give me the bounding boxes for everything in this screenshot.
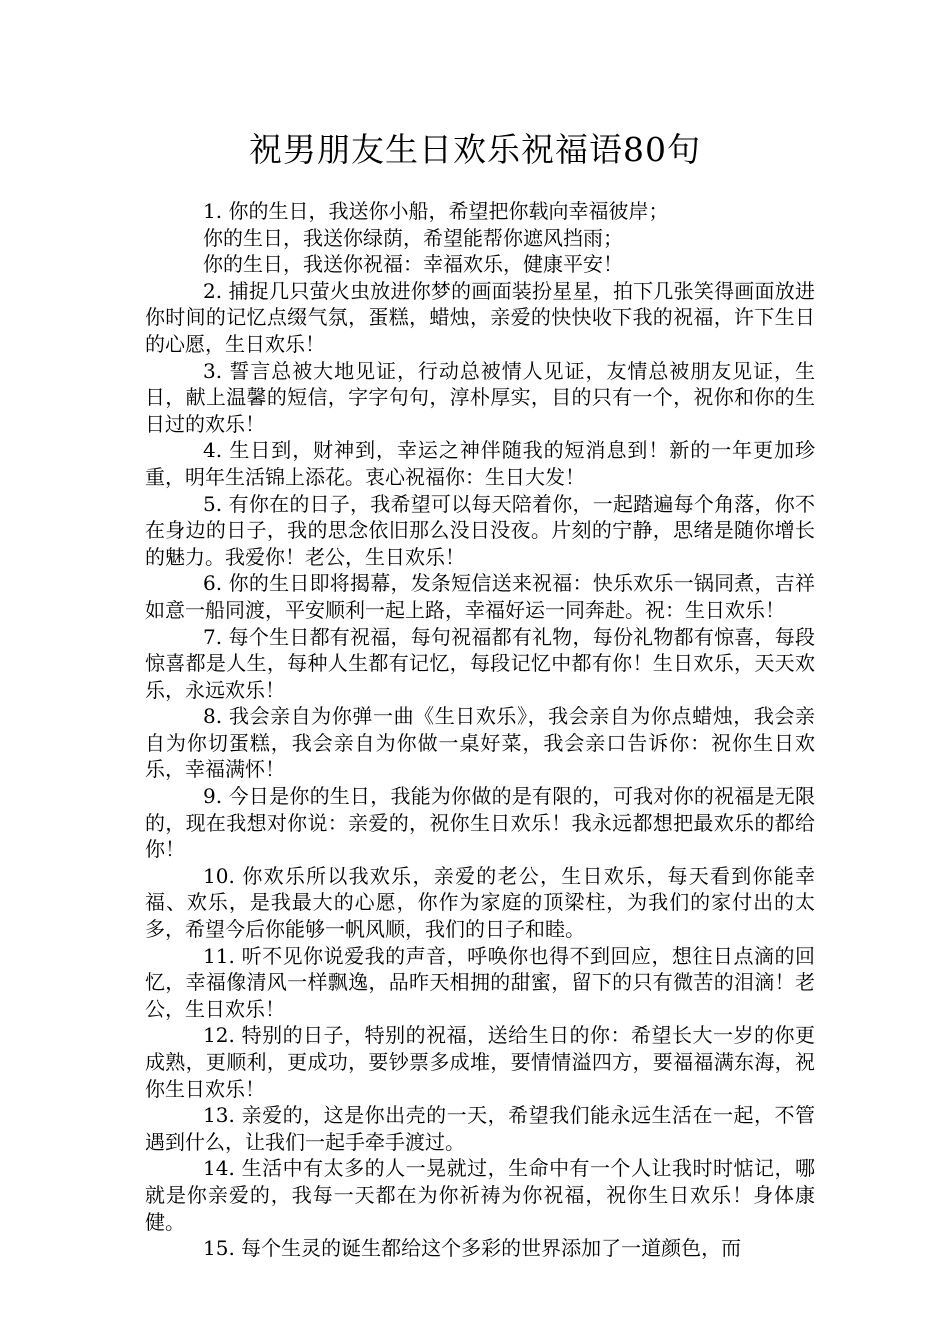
paragraph-1: 1. 你的生日，我送你小船，希望把你载向幸福彼岸； (203, 199, 669, 223)
paragraph-13: 13. 亲爱的，这是你出壳的一天，希望我们能永远生活在一起，不管遇到什么，让我们一起手牵手渡过。 (145, 1103, 815, 1154)
paragraph-5: 5. 有你在的日子，我希望可以每天陪着你，一起踏遍每个角落，你不在身边的日子，我的思念依旧那么没日没夜。片刻的宁静，思绪是随你增长的魅力。我爱你！老公，生日欢乐！ (145, 491, 815, 569)
paragraph-10: 10. 你欢乐所以我欢乐，亲爱的老公，生日欢乐，每天看到你能幸福、欢乐，是我最大的心愿，你作为家庭的顶梁柱，为我们的家付出的太多，希望今后你能够一帆风顺，我们的日子和睦。 (145, 863, 815, 942)
paragraph-8: 8. 我会亲自为你弹一曲《生日欢乐》，我会亲自为你点蜡烛，我会亲自为你切蛋糕，我会亲自为你做一桌好菜，我会亲口告诉你：祝你生日欢乐，幸福满怀！ (145, 704, 815, 782)
paragraph-15: 15. 每个生灵的诞生都给这个多彩的世界添加了一道颜色，而 (203, 1236, 742, 1261)
paragraph-14: 14. 生活中有太多的人一晃就过，生命中有一个人让我时时惦记，哪就是你亲爱的，我每一天都在为你祈祷为你祝福，祝你生日欢乐！身体康健。 (145, 1156, 815, 1234)
paragraph-6: 6. 你的生日即将揭幕，发条短信送来祝福：快乐欢乐一锅同煮，吉祥如意一船同渡，平安顺利一起上路，幸福好运一同奔赴。祝：生日欢乐！ (145, 571, 815, 622)
document-body (145, 198, 815, 1262)
paragraph-2: 2. 捕捉几只萤火虫放进你梦的画面装扮星星，拍下几张笑得画面放进你时间的记忆点缀气氛，蛋糕，蜡烛，亲爱的快快收下我的祝福，许下生日的心愿，生日欢乐！ (145, 278, 815, 356)
paragraph-9: 9. 今日是你的生日，我能为你做的是有限的，可我对你的祝福是无限的，现在我想对你说：亲爱的，祝你生日欢乐！我永远都想把最欢乐的都给你！ (145, 784, 815, 862)
paragraph-4: 4. 生日到，财神到，幸运之神伴随我的短消息到！新的一年更加珍重，明年生活锦上添花。衷心祝福你：生日大发！ (145, 438, 815, 489)
paragraph-12: 12. 特别的日子，特别的祝福，送给生日的你：希望长大一岁的你更成熟，更顺利，更成功，要钞票多成堆，要情情溢四方，要福福满东海，祝你生日欢乐！ (145, 1023, 815, 1101)
document-title: 祝男朋友生日欢乐祝福语80句 (249, 130, 701, 169)
paragraph-1-line-2: 你的生日，我送你绿荫，希望能帮你遮风挡雨； (203, 225, 623, 250)
paragraph-3: 3. 誓言总被大地见证，行动总被情人见证，友情总被朋友见证，生日，献上温馨的短信，字字句句，淳朴厚实，目的只有一个，祝你和你的生日过的欢乐！ (145, 358, 815, 436)
paragraph-7: 7. 每个生日都有祝福，每句祝福都有礼物，每份礼物都有惊喜，每段惊喜都是人生，每种人生都有记忆，每段记忆中都有你！生日欢乐，天天欢乐，永远欢乐！ (145, 624, 815, 702)
paragraph-11: 11. 听不见你说爱我的声音，呼唤你也得不到回应，想往日点滴的回忆，幸福像清风一样飘逸，品昨天相拥的甜蜜，留下的只有微苦的泪滴！老公，生日欢乐！ (145, 943, 815, 1021)
paragraph-1-line-3: 你的生日，我送你祝福：幸福欢乐，健康平安！ (203, 252, 623, 277)
